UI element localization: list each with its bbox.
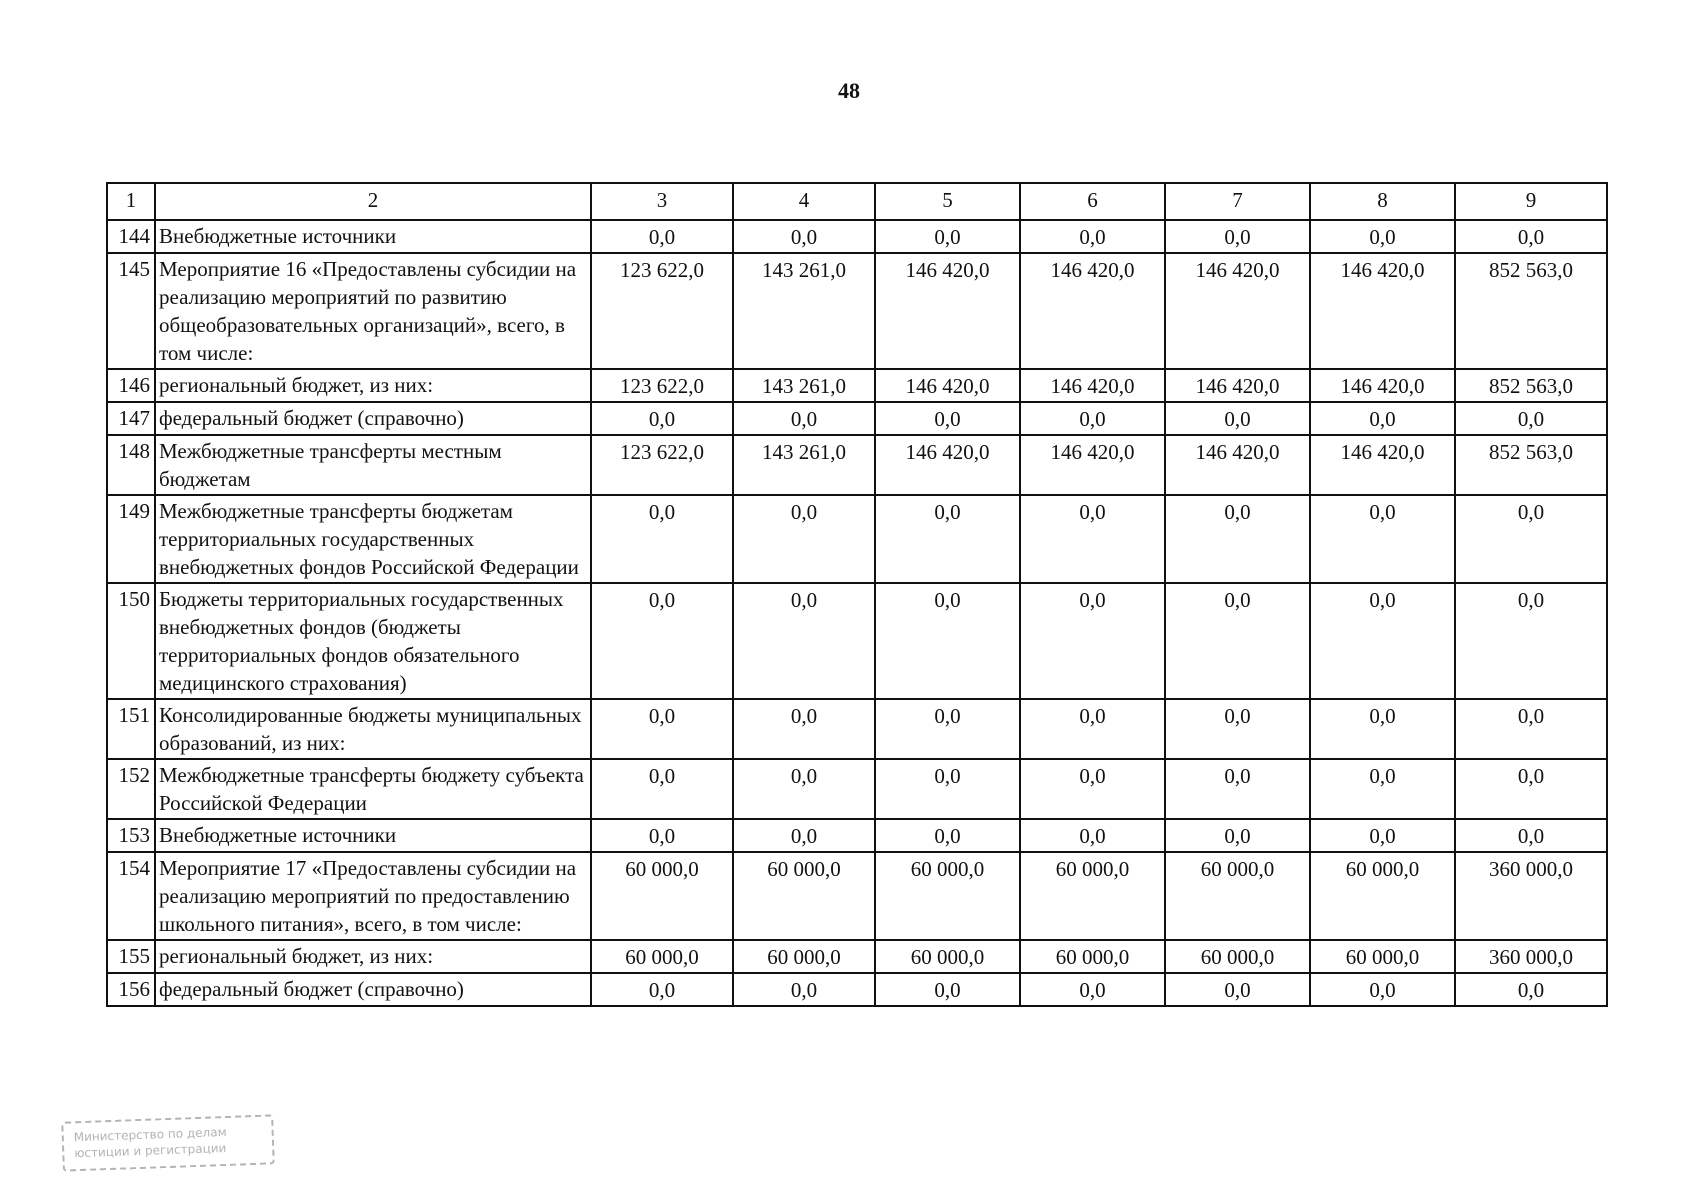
row-number: 152 xyxy=(107,759,155,819)
row-description: федеральный бюджет (справочно) xyxy=(155,973,591,1006)
row-value: 0,0 xyxy=(1165,973,1310,1006)
row-value: 0,0 xyxy=(1020,220,1165,253)
row-value: 60 000,0 xyxy=(733,940,875,973)
row-value: 60 000,0 xyxy=(1165,852,1310,940)
row-description: Мероприятие 16 «Предоставлены субсидии на реализацию мероприятий по развитию общеобразовательных организаций», всего, в том числе: xyxy=(155,253,591,369)
row-description: региональный бюджет, из них: xyxy=(155,369,591,402)
row-value: 60 000,0 xyxy=(1310,940,1455,973)
row-value: 0,0 xyxy=(1310,759,1455,819)
row-value: 0,0 xyxy=(1165,402,1310,435)
row-value: 0,0 xyxy=(1020,819,1165,852)
row-value: 360 000,0 xyxy=(1455,940,1607,973)
row-description: Консолидированные бюджеты муниципальных образований, из них: xyxy=(155,699,591,759)
column-header: 2 xyxy=(155,183,591,220)
table-row xyxy=(107,583,1607,699)
row-value: 146 420,0 xyxy=(1310,435,1455,495)
row-number: 156 xyxy=(107,973,155,1006)
row-value: 60 000,0 xyxy=(875,940,1020,973)
row-number: 154 xyxy=(107,852,155,940)
row-value: 0,0 xyxy=(1020,583,1165,699)
row-value: 0,0 xyxy=(591,402,733,435)
row-value: 0,0 xyxy=(591,759,733,819)
row-value: 146 420,0 xyxy=(1165,253,1310,369)
row-value: 0,0 xyxy=(591,220,733,253)
row-value: 146 420,0 xyxy=(1020,253,1165,369)
row-value: 360 000,0 xyxy=(1455,852,1607,940)
row-description: Мероприятие 17 «Предоставлены субсидии на реализацию мероприятий по предоставлению школьного питания», всего, в том числе: xyxy=(155,852,591,940)
row-number: 145 xyxy=(107,253,155,369)
table-row xyxy=(107,220,1607,253)
row-value: 146 420,0 xyxy=(875,435,1020,495)
row-value: 60 000,0 xyxy=(1020,852,1165,940)
row-value: 60 000,0 xyxy=(1165,940,1310,973)
table-row xyxy=(107,699,1607,759)
column-header: 9 xyxy=(1455,183,1607,220)
row-value: 0,0 xyxy=(591,699,733,759)
row-number: 148 xyxy=(107,435,155,495)
row-value: 146 420,0 xyxy=(1165,435,1310,495)
row-value: 0,0 xyxy=(733,402,875,435)
row-value: 0,0 xyxy=(1310,220,1455,253)
row-value: 143 261,0 xyxy=(733,435,875,495)
row-value: 60 000,0 xyxy=(1310,852,1455,940)
row-value: 0,0 xyxy=(1455,583,1607,699)
column-header: 8 xyxy=(1310,183,1455,220)
row-value: 0,0 xyxy=(1310,973,1455,1006)
row-value: 0,0 xyxy=(1020,699,1165,759)
row-value: 60 000,0 xyxy=(875,852,1020,940)
row-number: 153 xyxy=(107,819,155,852)
table-row xyxy=(107,940,1607,973)
row-value: 146 420,0 xyxy=(875,253,1020,369)
row-description: Межбюджетные трансферты местным бюджетам xyxy=(155,435,591,495)
row-number: 151 xyxy=(107,699,155,759)
row-description: Межбюджетные трансферты бюджетам территориальных государственных внебюджетных фондов Российской Федерации xyxy=(155,495,591,583)
row-number: 155 xyxy=(107,940,155,973)
row-value: 0,0 xyxy=(1165,759,1310,819)
row-value: 0,0 xyxy=(733,973,875,1006)
row-value: 0,0 xyxy=(733,699,875,759)
row-value: 0,0 xyxy=(1455,819,1607,852)
row-description: федеральный бюджет (справочно) xyxy=(155,402,591,435)
row-value: 0,0 xyxy=(591,583,733,699)
table-row xyxy=(107,253,1607,369)
table-row xyxy=(107,759,1607,819)
column-header: 5 xyxy=(875,183,1020,220)
table-row xyxy=(107,435,1607,495)
row-value: 123 622,0 xyxy=(591,369,733,402)
row-value: 0,0 xyxy=(875,583,1020,699)
row-value: 0,0 xyxy=(1455,699,1607,759)
column-header: 7 xyxy=(1165,183,1310,220)
row-value: 0,0 xyxy=(1310,402,1455,435)
row-value: 852 563,0 xyxy=(1455,369,1607,402)
row-value: 146 420,0 xyxy=(1310,369,1455,402)
row-value: 0,0 xyxy=(1455,402,1607,435)
row-value: 146 420,0 xyxy=(1020,369,1165,402)
row-value: 146 420,0 xyxy=(1165,369,1310,402)
row-value: 0,0 xyxy=(1455,973,1607,1006)
row-number: 144 xyxy=(107,220,155,253)
row-value: 143 261,0 xyxy=(733,369,875,402)
row-value: 0,0 xyxy=(875,220,1020,253)
row-number: 150 xyxy=(107,583,155,699)
column-header: 6 xyxy=(1020,183,1165,220)
stamp-line: юстиции и регистрации xyxy=(74,1140,227,1161)
row-value: 0,0 xyxy=(1455,495,1607,583)
table-header-row xyxy=(107,183,1607,220)
row-value: 60 000,0 xyxy=(1020,940,1165,973)
row-value: 0,0 xyxy=(733,759,875,819)
row-value: 0,0 xyxy=(733,819,875,852)
budget-table xyxy=(106,182,1608,1007)
row-value: 0,0 xyxy=(591,819,733,852)
row-value: 0,0 xyxy=(875,759,1020,819)
column-header: 1 xyxy=(107,183,155,220)
row-value: 0,0 xyxy=(1310,699,1455,759)
row-value: 852 563,0 xyxy=(1455,253,1607,369)
budget-table-body xyxy=(107,183,1607,1006)
row-value: 0,0 xyxy=(1165,220,1310,253)
table-row xyxy=(107,852,1607,940)
row-value: 0,0 xyxy=(1165,583,1310,699)
row-number: 146 xyxy=(107,369,155,402)
row-value: 0,0 xyxy=(1455,220,1607,253)
row-value: 0,0 xyxy=(1020,759,1165,819)
row-value: 0,0 xyxy=(733,495,875,583)
row-value: 143 261,0 xyxy=(733,253,875,369)
stamp-line: Министерство по делам xyxy=(73,1124,227,1145)
table-row xyxy=(107,369,1607,402)
row-value: 60 000,0 xyxy=(591,940,733,973)
row-value: 0,0 xyxy=(875,495,1020,583)
row-value: 0,0 xyxy=(1020,402,1165,435)
row-value: 146 420,0 xyxy=(875,369,1020,402)
row-value: 852 563,0 xyxy=(1455,435,1607,495)
row-value: 123 622,0 xyxy=(591,435,733,495)
page-number: 48 xyxy=(838,78,860,103)
row-value: 0,0 xyxy=(591,495,733,583)
row-value: 0,0 xyxy=(733,583,875,699)
row-value: 60 000,0 xyxy=(591,852,733,940)
row-value: 0,0 xyxy=(1020,973,1165,1006)
row-value: 0,0 xyxy=(1310,819,1455,852)
table-row xyxy=(107,495,1607,583)
row-value: 0,0 xyxy=(733,220,875,253)
row-value: 0,0 xyxy=(1165,699,1310,759)
row-number: 149 xyxy=(107,495,155,583)
row-value: 0,0 xyxy=(1020,495,1165,583)
row-value: 0,0 xyxy=(1310,583,1455,699)
row-value: 0,0 xyxy=(1310,495,1455,583)
row-value: 146 420,0 xyxy=(1020,435,1165,495)
row-value: 0,0 xyxy=(875,402,1020,435)
row-value: 0,0 xyxy=(1165,819,1310,852)
row-value: 0,0 xyxy=(1455,759,1607,819)
table-row xyxy=(107,973,1607,1006)
row-description: Бюджеты территориальных государственных внебюджетных фондов (бюджеты территориальных фондов обязательного медицинского страхования) xyxy=(155,583,591,699)
row-value: 146 420,0 xyxy=(1310,253,1455,369)
row-value: 0,0 xyxy=(591,973,733,1006)
column-header: 3 xyxy=(591,183,733,220)
row-description: Внебюджетные источники xyxy=(155,220,591,253)
row-value: 0,0 xyxy=(875,973,1020,1006)
row-value: 123 622,0 xyxy=(591,253,733,369)
row-number: 147 xyxy=(107,402,155,435)
row-description: региональный бюджет, из них: xyxy=(155,940,591,973)
row-description: Внебюджетные источники xyxy=(155,819,591,852)
table-row xyxy=(107,819,1607,852)
table-row xyxy=(107,402,1607,435)
row-description: Межбюджетные трансферты бюджету субъекта Российской Федерации xyxy=(155,759,591,819)
column-header: 4 xyxy=(733,183,875,220)
row-value: 60 000,0 xyxy=(733,852,875,940)
registration-stamp xyxy=(61,1114,275,1171)
row-value: 0,0 xyxy=(875,819,1020,852)
row-value: 0,0 xyxy=(875,699,1020,759)
row-value: 0,0 xyxy=(1165,495,1310,583)
